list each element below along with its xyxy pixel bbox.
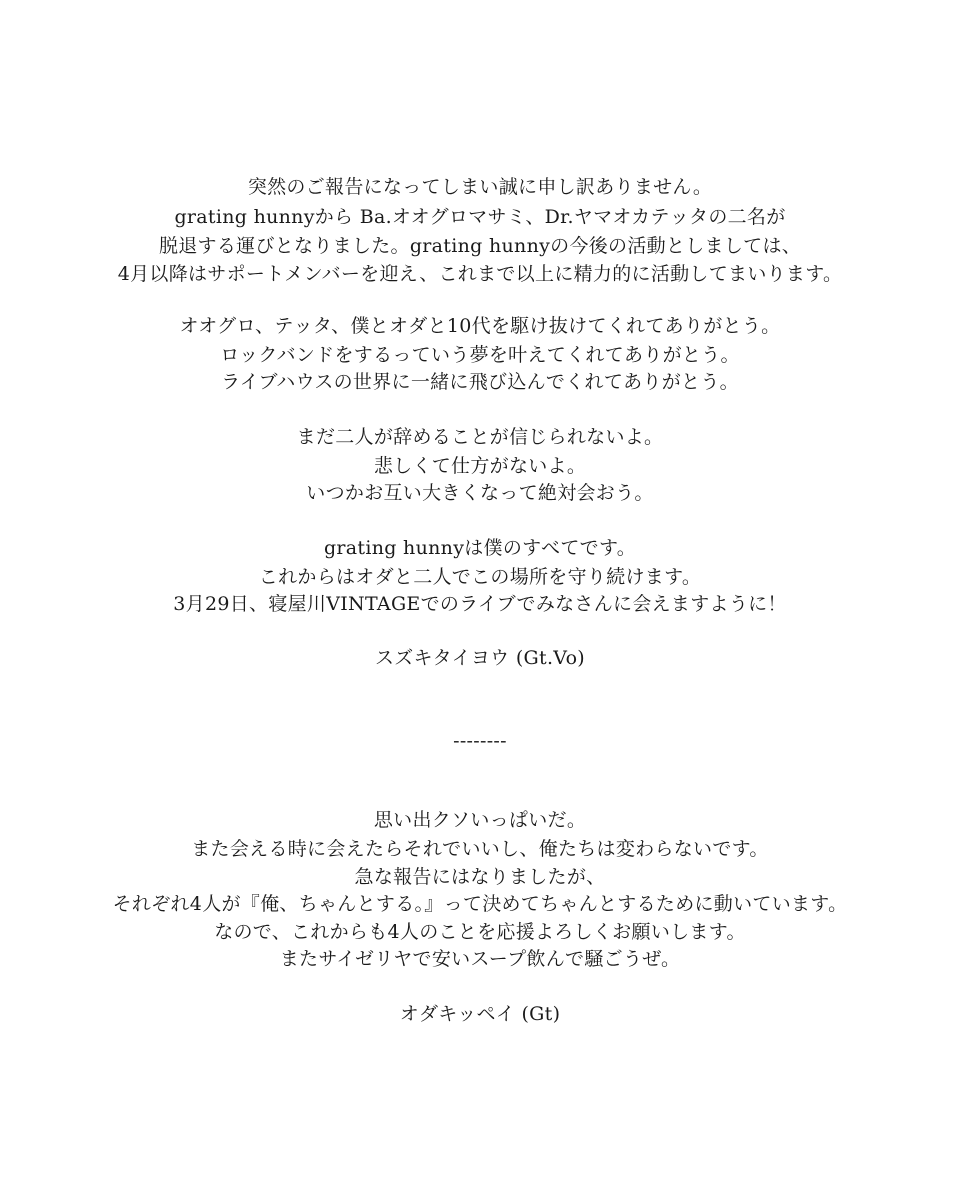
statement1-p4-line3: 3月29日、寝屋川VINTAGEでのライブでみなさんに会えますように！: [173, 593, 787, 615]
section-divider: --------: [453, 730, 507, 752]
statement1-p3-line3: いつかお互い大きくなって絶対会おう。: [306, 482, 654, 504]
statement2-p1-line5: なので、これからも4人のことを応援よろしくお願いします。: [214, 921, 746, 943]
statement2-p1-line6: またサイゼリヤで安いスープ飲んで騒ごうぜ。: [279, 948, 681, 970]
statement1-p1-line2: grating hunnyから Ba.オオグロマサミ、Dr.ヤマオカテッタの二名が: [174, 206, 786, 228]
statement1-p2-line2: ロックバンドをするっていう夢を叶えてくれてありがとう。: [220, 344, 740, 366]
statement1-p2-line3: ライブハウスの世界に一緒に飛び込んでくれてありがとう。: [221, 371, 739, 393]
statement2-p1-line4: それぞれ4人が『俺、ちゃんとする。』って決めてちゃんとするために動いています。: [112, 893, 848, 915]
statement1-p4-line1: grating hunnyは僕のすべてです。: [323, 537, 637, 559]
statement2-p1-line1: 思い出クソいっぱいだ。: [373, 809, 587, 831]
statement1-p1-line3: 脱退する運びとなりました。grating hunnyの今後の活動としましては、: [158, 235, 802, 257]
statement1-p1-line1: 突然のご報告になってしまい誠に申し訳ありません。: [247, 176, 713, 198]
statement2-signature: オダキッペイ (Gt): [399, 1003, 561, 1025]
statement1-p3-line1: まだ二人が辞めることが信じられないよ。: [296, 426, 664, 448]
statement1-p2-line1: オオグロ、テッタ、僕とオダと10代を駆け抜けてくれてありがとう。: [179, 315, 781, 337]
statement2-p1-line2: また会える時に会えたらそれでいいし、俺たちは変わらないです。: [191, 838, 769, 860]
statement1-p1-line4: 4月以降はサポートメンバーを迎え、これまで以上に精力的に活動してまいります。: [117, 263, 843, 285]
statement1-signature: スズキタイヨウ (Gt.Vo): [374, 647, 586, 669]
statement1-p4-line2: これからはオダと二人でこの場所を守り続けます。: [258, 566, 702, 588]
statement2-p1-line3: 急な報告にはなりましたが、: [354, 866, 606, 888]
statement1-p3-line2: 悲しくて仕方がないよ。: [373, 455, 587, 477]
